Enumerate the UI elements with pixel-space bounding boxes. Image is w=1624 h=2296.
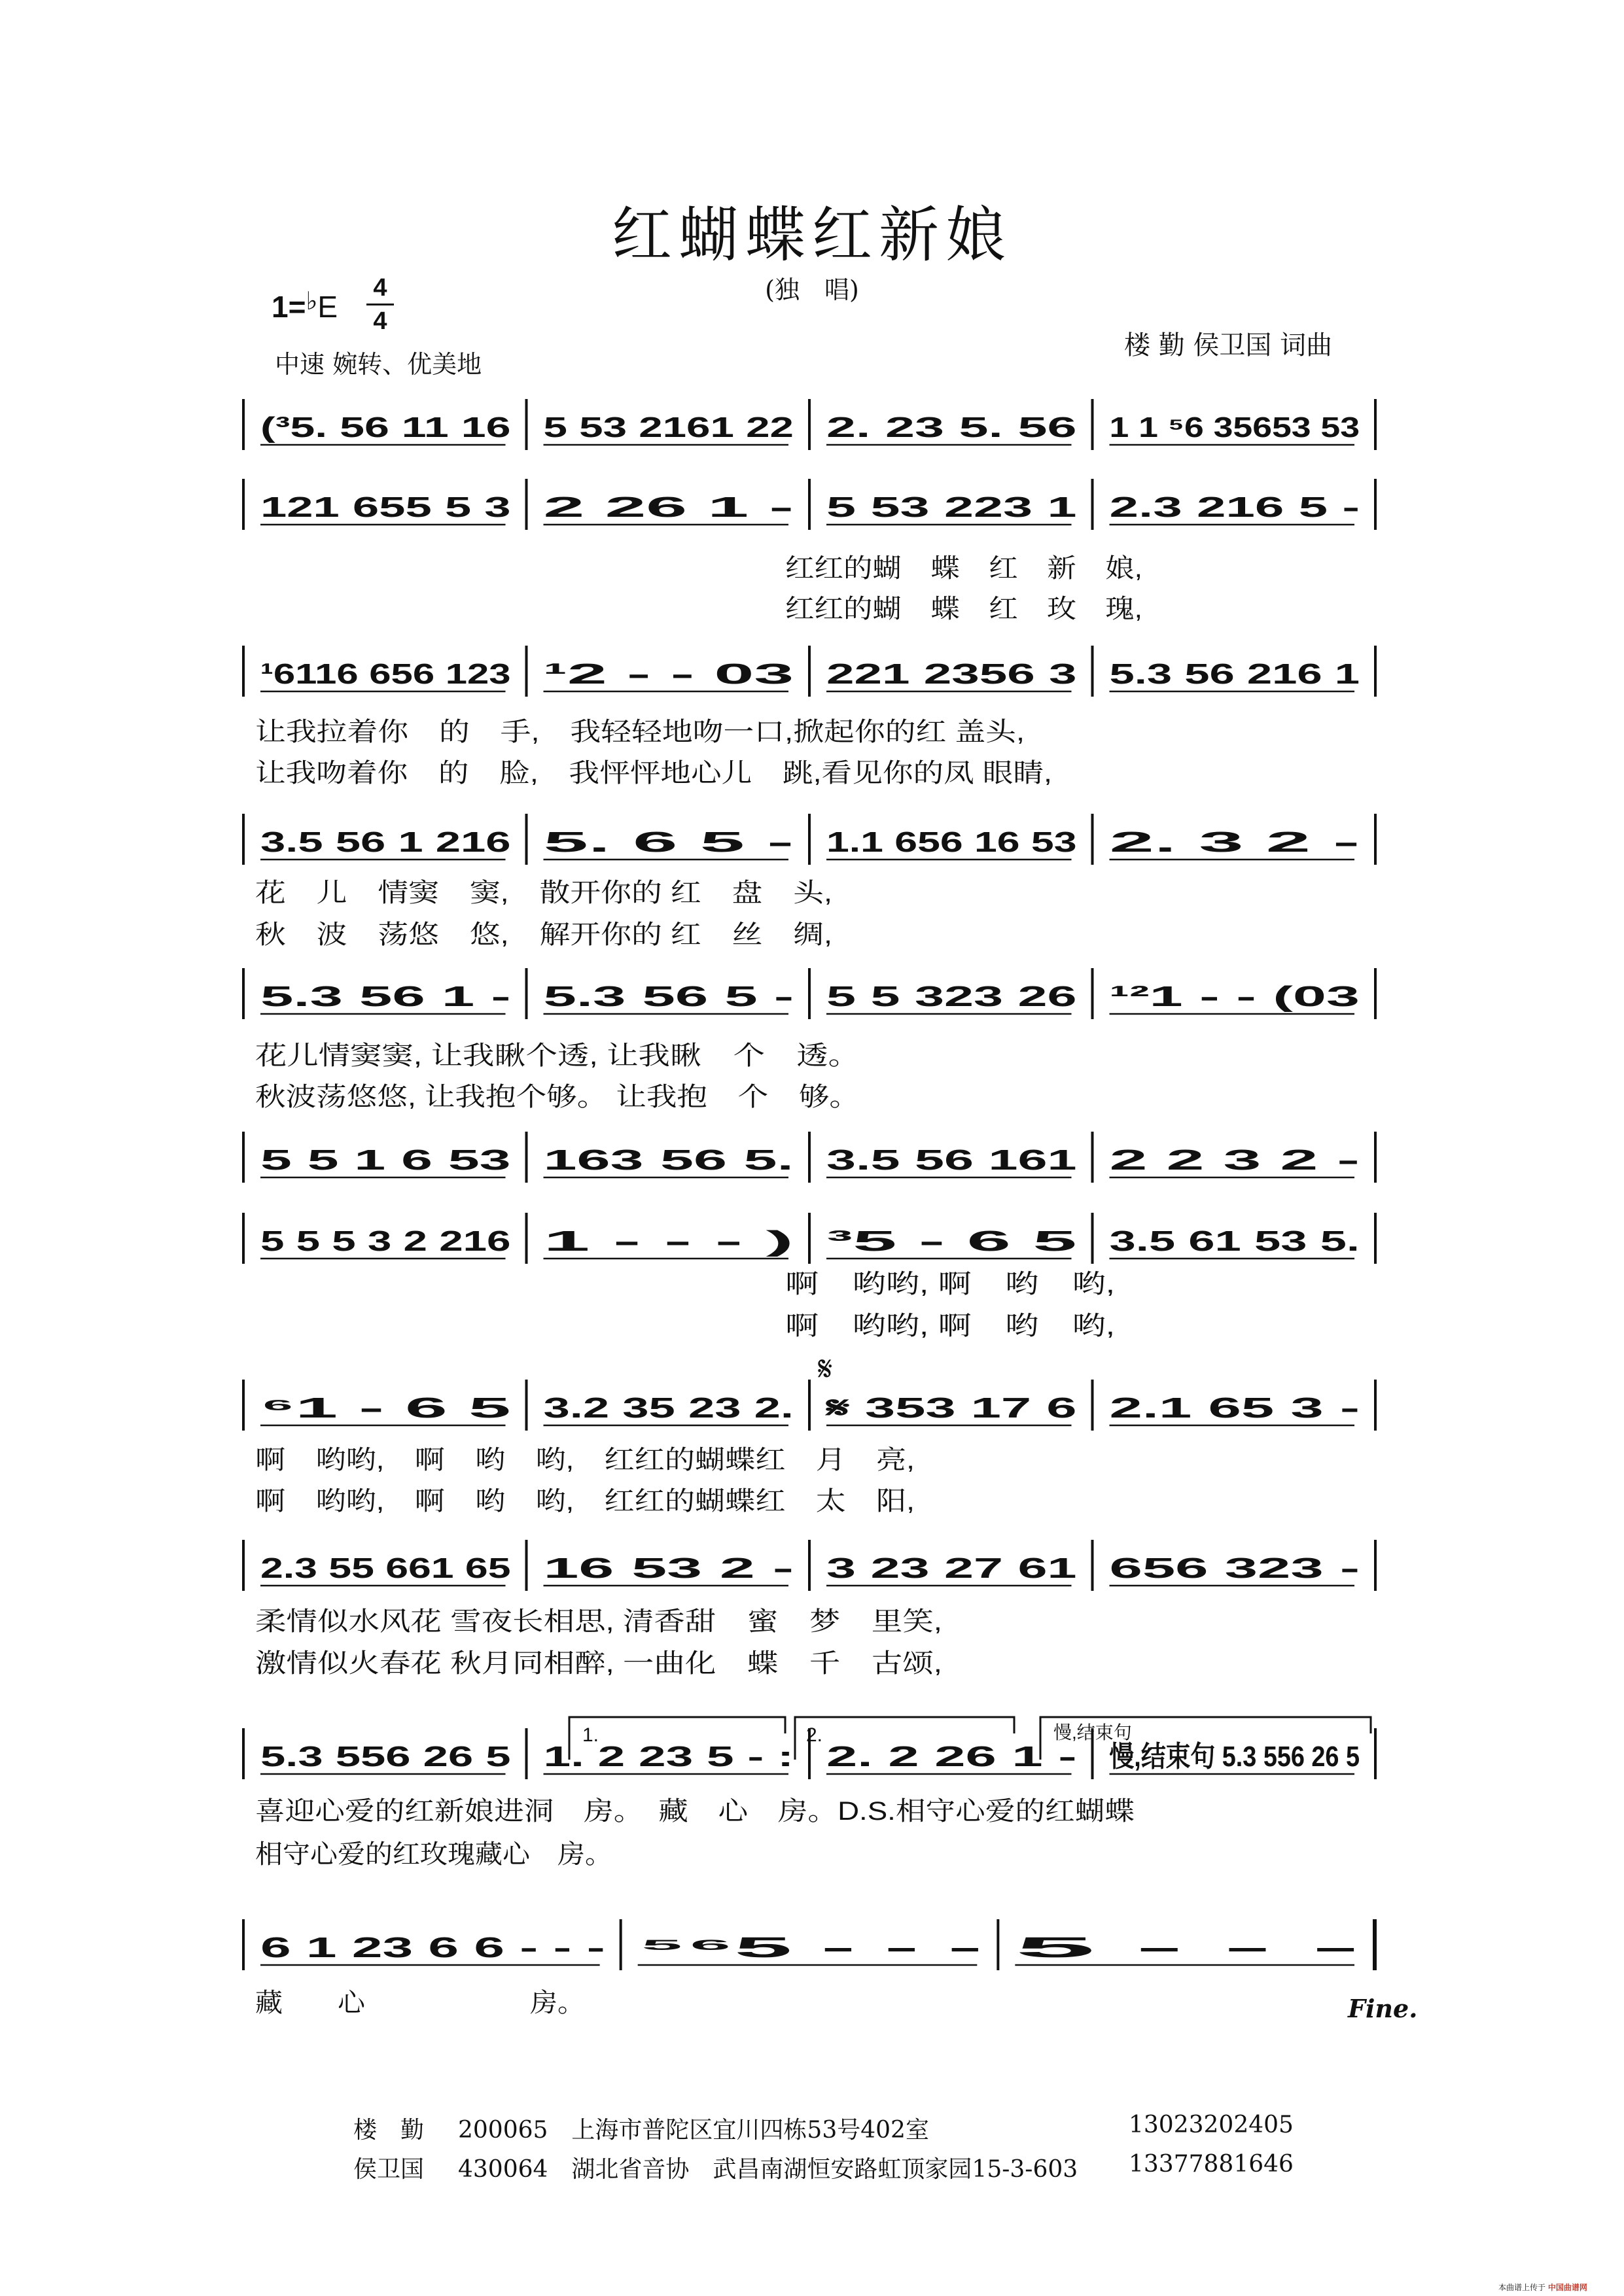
volta-label: 2.	[806, 1724, 823, 1746]
contact-address: 200065 上海市普陀区宜川四栋53号402室	[458, 2117, 929, 2144]
measure: 5 53 223 1	[826, 491, 1077, 523]
measure: (³5. 56 11 16	[260, 411, 511, 444]
measure: ¹²1 - - (03	[1109, 981, 1360, 1013]
lyric-line: 柔情似水风花 雪夜长相思, 清香甜 蜜 梦 里笑,	[255, 1607, 942, 1636]
measure: 163 56 5.	[543, 1144, 794, 1176]
measure: 5.3 556 26 5	[260, 1741, 511, 1773]
measure: 3.2 35 23 2.	[543, 1392, 794, 1424]
measure: 656 323 -	[1109, 1552, 1360, 1584]
composer-credit: 楼 勤 侯卫国 词曲	[1124, 330, 1333, 360]
lyric-line: 秋 波 荡悠 悠, 解开你的 红 丝 绸,	[255, 920, 832, 949]
slow-ending-label: 慢,结束句	[1053, 1722, 1132, 1743]
fine-marking: Fine.	[1348, 1994, 1418, 2023]
measure: 6 1 23 6 6 - - -	[260, 1932, 605, 1964]
measure: 121 655 5 3	[260, 491, 511, 523]
measure: 5.3 56 5 -	[543, 981, 794, 1013]
measure: 5. 6 5 -	[543, 826, 794, 858]
measure: 5 - - -	[1015, 1932, 1360, 1964]
site-footnote	[1498, 2282, 1587, 2293]
measure: 2. 3 2 -	[1109, 826, 1360, 858]
lyric-line: 红红的蝴 蝶 红 新 娘,	[785, 554, 1142, 583]
lyric-line: 花 儿 情窦 窦, 散开你的 红 盘 头,	[255, 878, 832, 907]
measure: ⁵⁶5 - - -	[637, 1932, 983, 1964]
measure: 3 23 27 61	[826, 1552, 1077, 1584]
measure: 1 - - - )	[543, 1225, 794, 1257]
measure: 1.1 656 16 53	[826, 826, 1077, 858]
measure: 16 53 2 -	[543, 1552, 794, 1584]
measure: 5 5 1 6 53	[260, 1144, 511, 1176]
measure: 221 2356 3	[826, 658, 1077, 690]
contact-phone: 13377881646	[1129, 2151, 1294, 2178]
measure: 2.3 55 661 65	[260, 1552, 511, 1584]
measure: 𝄋 353 17 6	[824, 1392, 1077, 1424]
measure: 3.5 56 1 216	[260, 826, 511, 858]
lyric-line: 啊 哟哟, 啊 哟 哟,	[785, 1312, 1115, 1340]
segno-icon: 𝄋	[818, 1350, 833, 1388]
measure: 2 2 3 2 -	[1109, 1144, 1360, 1176]
measure: ³5 - 6 5	[826, 1225, 1077, 1257]
contact-address: 430064 湖北省音协 武昌南湖恒安路虹顶家园15-3-603	[458, 2156, 1078, 2183]
lyric-line: 秋波荡悠悠, 让我抱个够。 让我抱 个 够。	[255, 1083, 860, 1111]
lyric-line: 藏 心 房。	[255, 1989, 585, 2017]
lyric-line: 花儿情窦窦, 让我瞅个透, 让我瞅 个 透。	[255, 1041, 860, 1070]
lyric-line: 啊 哟哟, 啊 哟 哟, 红红的蝴蝶红 月 亮,	[255, 1446, 915, 1474]
footnote-text: 本曲谱上传于	[1498, 2283, 1546, 2292]
lyric-line: 啊 哟哟, 啊 哟 哟,	[785, 1270, 1115, 1298]
measure: 3.5 56 161	[826, 1144, 1077, 1176]
measure: ¹6116 656 123	[260, 658, 511, 690]
measure: 5 5 323 26	[826, 981, 1077, 1013]
measure: ⁶1 - 6 5	[260, 1392, 511, 1424]
contact-name: 侯卫国	[353, 2156, 425, 2183]
lyric-line: 让我吻着你 的 脸, 我怦怦地心儿 跳,看见你的凤 眼睛,	[255, 759, 1052, 788]
lyric-line: 红红的蝴 蝶 红 玫 瑰,	[785, 595, 1142, 623]
measure: 1. 2 23 5 - :	[543, 1741, 794, 1773]
lyric-line: 喜迎心爱的红新娘进洞 房。 藏 心 房。D.S.相守心爱的红蝴蝶	[255, 1797, 1135, 1826]
lyric-line: 啊 哟哟, 啊 哟 哟, 红红的蝴蝶红 太 阳,	[255, 1487, 915, 1516]
lyric-line: 让我拉着你 的 手, 我轻轻地吻一口,掀起你的红 盖头,	[255, 718, 1025, 746]
measure: 5 53 2161 22	[543, 411, 794, 444]
measure: 5 5 5 3 2 216	[260, 1225, 511, 1257]
key-prefix: 1=	[272, 290, 306, 324]
time-signature-bottom: 4	[373, 307, 387, 335]
measure: 2. 2 26 1 -	[826, 1741, 1077, 1773]
measure: 1 1 ⁵6 35653 53	[1109, 411, 1360, 444]
volta-label: 1.	[582, 1724, 599, 1746]
measure: 2 26 1 -	[543, 491, 794, 523]
flat-icon: ♭	[306, 288, 318, 315]
lyric-line: 相守心爱的红玫瑰藏心 房。	[255, 1840, 612, 1869]
song-title: 红蝴蝶红新娘	[611, 200, 1012, 270]
tempo-marking: 中速 婉转、优美地	[275, 350, 482, 379]
measure: 慢,结束句 5.3 556 26 5	[1108, 1741, 1360, 1773]
measure: 3.5 61 53 5.	[1109, 1225, 1360, 1257]
measure: 2.3 216 5 -	[1109, 491, 1360, 523]
footnote-site: 中国曲谱网	[1547, 2283, 1587, 2292]
measure: 5.3 56 216 1	[1109, 658, 1360, 690]
time-signature-top: 4	[373, 274, 387, 302]
contact-name: 楼 勤	[353, 2117, 425, 2144]
key-note: E	[317, 290, 338, 324]
measure: 2. 23 5. 56	[826, 411, 1077, 444]
song-subtitle: (独 唱)	[765, 275, 859, 304]
measure: 2.1 65 3 -	[1109, 1392, 1360, 1424]
measure: 5.3 56 1 -	[260, 981, 511, 1013]
measure: ¹2 - - 03	[543, 658, 794, 690]
contact-phone: 13023202405	[1129, 2112, 1294, 2138]
lyric-line: 激情似火春花 秋月同相醉, 一曲化 蝶 千 古颂,	[255, 1649, 942, 1678]
